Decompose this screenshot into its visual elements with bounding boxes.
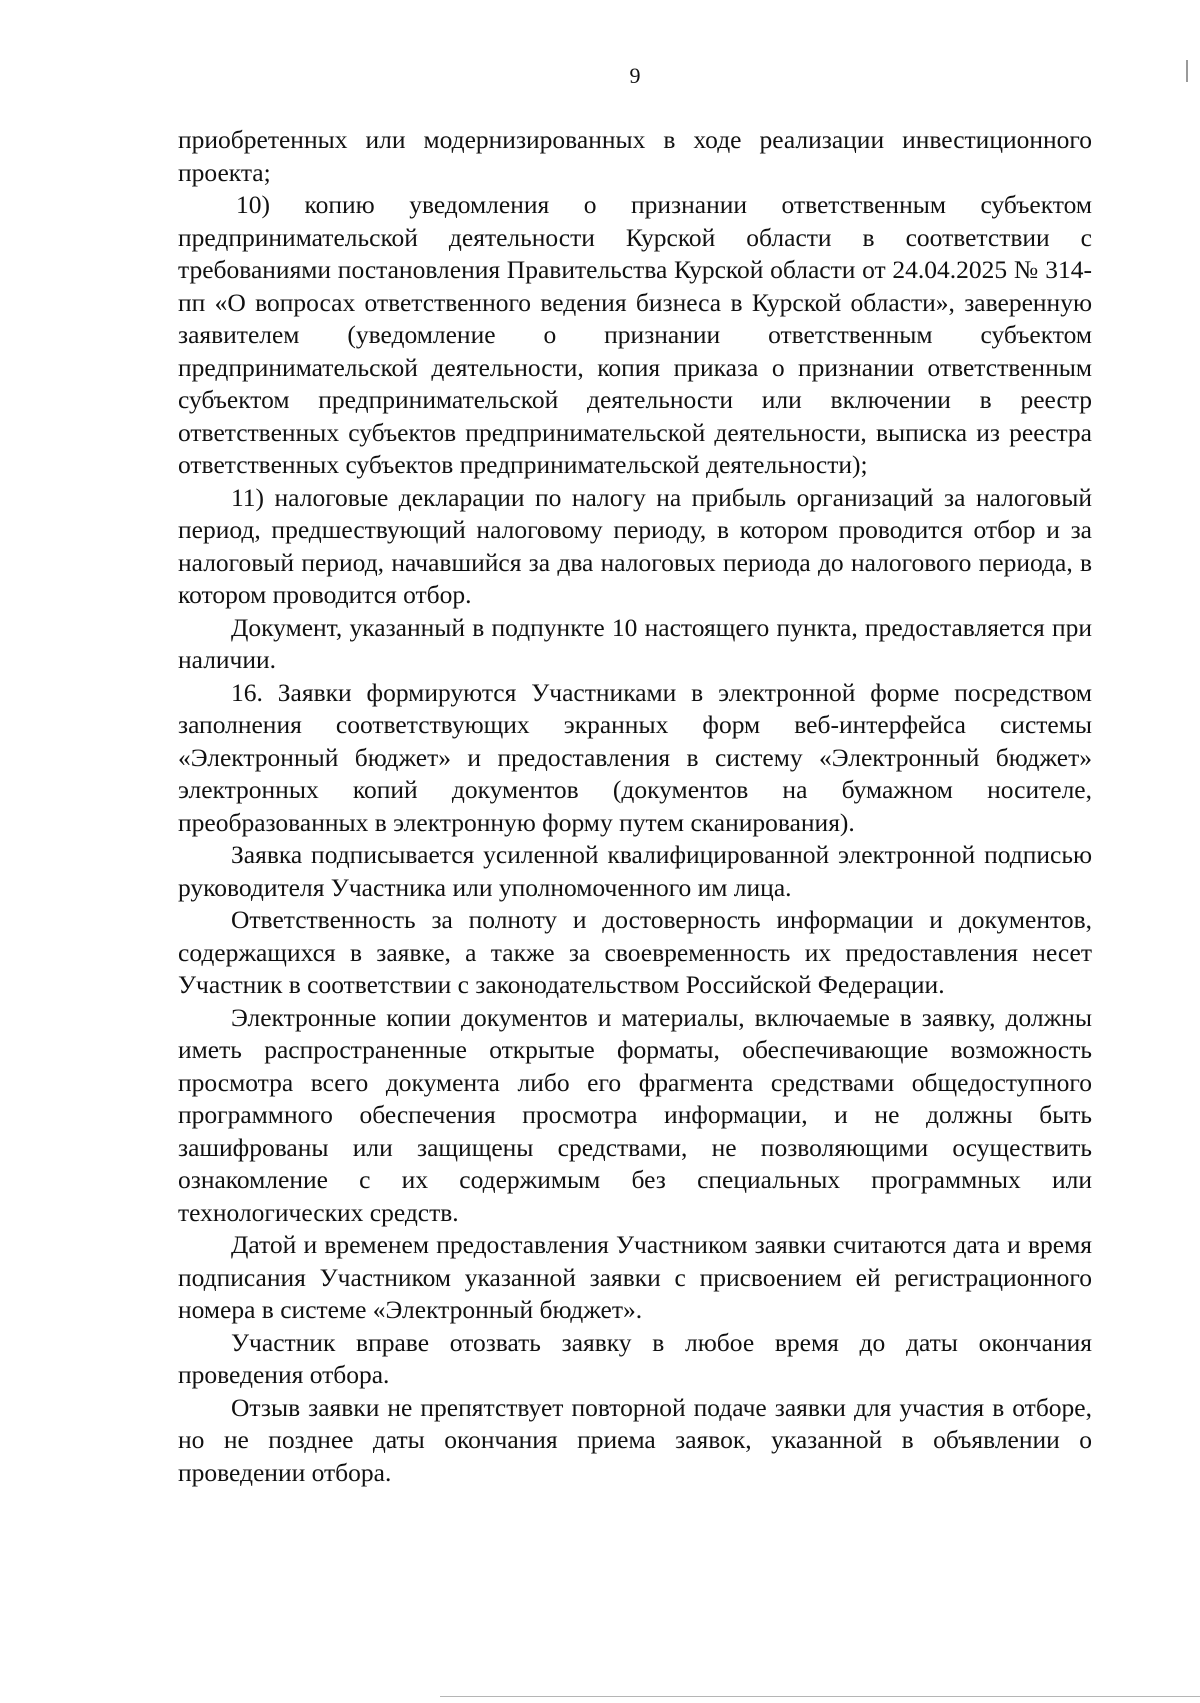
paragraph-withdrawal: Участник вправе отозвать заявку в любое время до даты окончания проведения отбора. xyxy=(178,1327,1092,1389)
scan-bottom-rule xyxy=(440,1696,1200,1697)
paragraph-item-11: 11) налоговые декларации по налогу на прибыль организаций за налоговый период, предшествующий налоговому периоду, в котором проводится отбор и за налоговый период, начавшийся за два налоговых периода до налогового периода, в котором проводится отбор. xyxy=(178,482,1092,609)
page-number: 9 xyxy=(629,63,641,88)
paragraph-item-10: 10) копию уведомления о признании ответственным субъектом предпринимательской деятельности Курской области в соответствии с требованиями постановления Правительства Курской области от 24.04.2025 № 314-пп «О вопросах ответственного ведения бизнеса в Курской области», заверенную заявителем (уведомление о признании ответственным субъектом предпринимательской деятельности, копия приказа о признании ответственным субъектом предпринимательской деятельности или включении в реестр ответственных субъектов предпринимательской деятельности, выписка из реестра ответственных субъектов предпринимательской деятельности); xyxy=(178,190,1092,479)
document-body xyxy=(178,124,1092,1489)
paragraph-signature: Заявка подписывается усиленной квалифицированной электронной подписью руководителя Участника или уполномоченного им лица. xyxy=(178,840,1092,902)
paragraph-clause-16: 16. Заявки формируются Участниками в электронной форме посредством заполнения соответствующих экранных форм веб-интерфейса системы «Электронный бюджет» и предоставления в систему «Электронный бюджет» электронных копий документов (документов на бумажном носителе, преобразованных в электронную форму путем сканирования). xyxy=(178,677,1092,837)
paragraph-responsibility: Ответственность за полноту и достоверность информации и документов, содержащихся в заявке, а также за своевременность их предоставления несет Участник в соответствии с законодательством Российской Федерации. xyxy=(178,905,1092,999)
paragraph-submission-time: Датой и временем предоставления Участником заявки считаются дата и время подписания Участником указанной заявки с присвоением ей регистрационного номера в системе «Электронный бюджет». xyxy=(178,1230,1092,1324)
paragraph-document-note: Документ, указанный в подпункте 10 настоящего пункта, предоставляется при наличии. xyxy=(178,612,1092,674)
paragraph-file-formats: Электронные копии документов и материалы, включаемые в заявку, должны иметь распространенные открытые форматы, обеспечивающие возможность просмотра всего документа либо его фрагмента средствами общедоступного программного обеспечения просмотра информации, и не должны быть зашифрованы или защищены средствами, не позволяющими осуществить ознакомление с их содержимым без специальных программных или технологических средств. xyxy=(178,1002,1092,1227)
paragraph-resubmission: Отзыв заявки не препятствует повторной подаче заявки для участия в отборе, но не позднее даты окончания приема заявок, указанной в объявлении о проведении отбора. xyxy=(178,1392,1092,1487)
paragraph-continuation: приобретенных или модернизированных в ходе реализации инвестиционного проекта; xyxy=(178,125,1092,187)
